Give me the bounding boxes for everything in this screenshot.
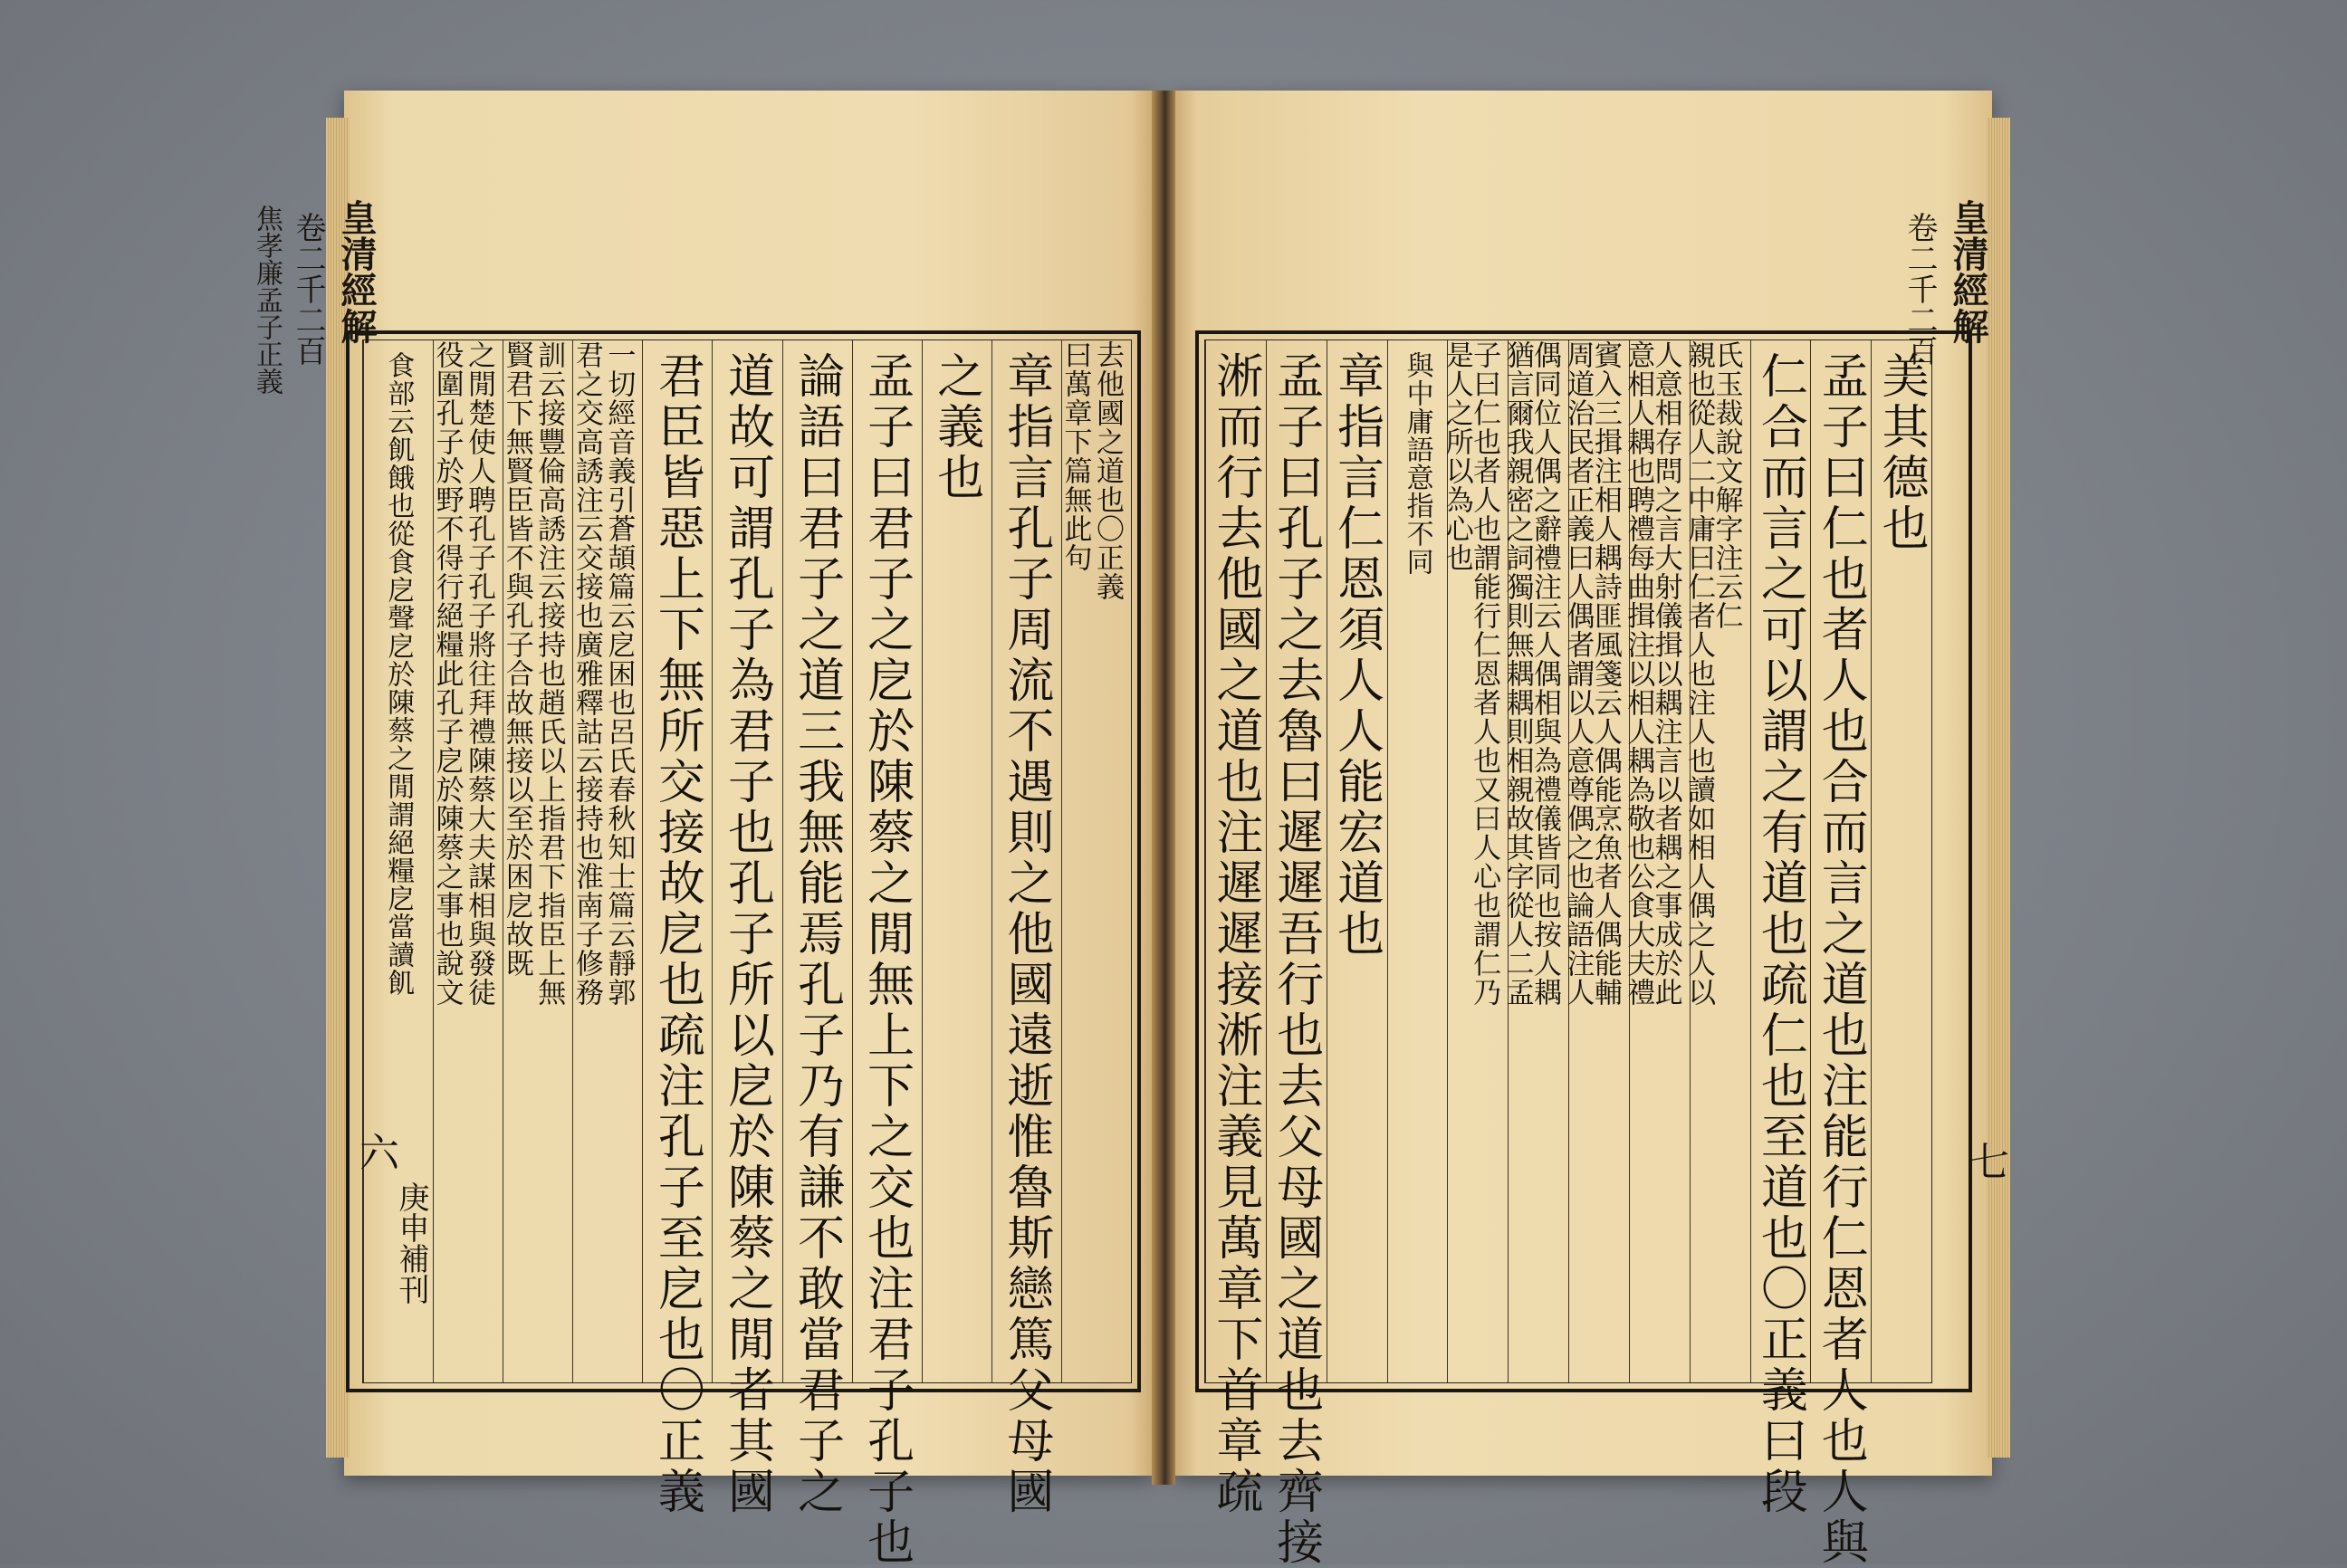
- commentary-line: 偶同位人偶之辭禮注云人偶相與為禮儀皆同也按人耦: [1528, 340, 1561, 1007]
- text-column: 美其德也: [1873, 351, 1929, 554]
- commentary-line: 一切經音義引蒼頡篇云戹困也呂氏春秋知士篇云靜郭: [602, 340, 636, 1007]
- right-banxin-title: 皇清經解: [1947, 199, 1989, 344]
- commentary-line: 親也從人二中庸曰仁者人也注人也讀如相人偶之人以: [1682, 340, 1716, 1007]
- commentary-line: 意相人耦也聘禮每曲揖注以相人耦為敬也公食大夫禮: [1622, 340, 1655, 1007]
- left-show-through: [797, 235, 859, 1367]
- commentary-column: [500, 340, 570, 1382]
- left-page-number: 六: [352, 1132, 398, 1171]
- text-column: 君臣皆惡上下無所交接故戹也疏注孔子至戹也〇正義: [649, 351, 704, 1517]
- commentary-column: 與中庸語意指不同: [1401, 351, 1433, 576]
- commentary-column: [1682, 340, 1748, 1382]
- commentary-column: 食部云飢餓也從食戹聲戹於陳蔡之閒謂絕糧戹當讀飢: [382, 351, 415, 997]
- commentary-line: 訓云接豐倫高誘注云接持也趙氏以上指君下指臣上無: [532, 340, 566, 1007]
- commentary-column: [1440, 340, 1505, 1382]
- text-column: 章指言孔子周流不遇則之他國遠逝惟魯斯戀篤父母國: [998, 351, 1053, 1517]
- left-banxin-author: 焦孝廉孟子正義: [251, 205, 283, 395]
- text-column: 之義也: [928, 351, 983, 503]
- commentary-line: 君之交高誘注云交接也廣雅釋詁云接持也淮南子修務: [570, 340, 603, 1007]
- commentary-line: 周道治民者正義曰人偶者謂以人意尊偶之也論語注人: [1561, 340, 1595, 1007]
- text-column: 孟子曰仁也者人也合而言之道也注能行仁恩者人也人與: [1813, 351, 1868, 1568]
- commentary-column: [570, 340, 639, 1382]
- left-banxin-bottom: 庚申補刊: [393, 1181, 429, 1305]
- commentary-line: 猶言爾我親密之詞獨則無耦耦則相親故其字從人二孟: [1500, 340, 1534, 1007]
- commentary-line: 是人之所以為心也: [1440, 340, 1473, 572]
- open-book: [251, 91, 2010, 1568]
- left-banxin: [251, 199, 382, 1448]
- left-inner-border: [362, 339, 1132, 1568]
- right-banxin: [1902, 199, 1994, 1448]
- text-column: 仁合而言之可以謂之有道也疏仁也至道也〇正義曰段: [1752, 351, 1807, 1517]
- right-banxin-sub: 卷二千二百: [1902, 212, 1938, 366]
- text-column: 道故可謂孔子為君子也孔子所以戹於陳蔡之閒者其國: [719, 351, 774, 1517]
- left-page-frame: [346, 330, 1141, 1568]
- right-page-number: 七: [1962, 1141, 2008, 1181]
- commentary-line: 氏玉裁說文解字注云仁: [1710, 340, 1743, 630]
- text-column: 章指言仁恩須人人能宏道也: [1328, 351, 1384, 960]
- text-column: 淅而行去他國之道也注遲遲接淅注義見萬章下首章疏: [1207, 351, 1262, 1517]
- commentary-line: 曰萬章下篇無此句: [1059, 340, 1092, 572]
- commentary-line: 賢君下無賢臣皆不與孔子合故無接以至於困戹故既: [500, 340, 533, 978]
- left-text-columns: [363, 340, 1131, 1568]
- text-column: 孟子曰孔子之去魯曰遲遲吾行也去父母國之道也去齊接: [1268, 351, 1323, 1568]
- commentary-column: [1622, 340, 1687, 1382]
- text-column: 孟子曰君子之戹於陳蔡之閒無上下之交也注君子孔子也: [858, 351, 914, 1568]
- commentary-column: [430, 340, 500, 1382]
- right-show-through: [1557, 235, 1620, 1367]
- text-column: 論語曰君子之道三我無能焉孔子乃有謙不敢當君子之: [789, 351, 844, 1517]
- commentary-line: 役圍孔子於野不得行絕糧此孔子戹於陳蔡之事也說文: [430, 340, 464, 1007]
- commentary-line: 人意相存問之言大射儀揖以耦注言以者耦之事成於此: [1649, 340, 1682, 1007]
- left-banxin-sub: 卷二千二百: [290, 212, 326, 366]
- commentary-line: 之閒楚使人聘孔子孔子將往拜禮陳蔡大夫謀相與發徒: [463, 340, 496, 1007]
- commentary-line: 賓入三揖注相人耦詩匪風箋云人偶能烹魚者人偶能輔: [1588, 340, 1622, 1007]
- left-banxin-title: 皇清經解: [335, 199, 378, 344]
- commentary-line: 子曰仁也者人也謂能行仁恩者人也又曰人心也謂仁乃: [1468, 340, 1501, 1007]
- commentary-line: 去他國之道也〇正義: [1090, 340, 1124, 601]
- book-gutter: [1152, 91, 1175, 1485]
- commentary-column: [1059, 340, 1128, 1382]
